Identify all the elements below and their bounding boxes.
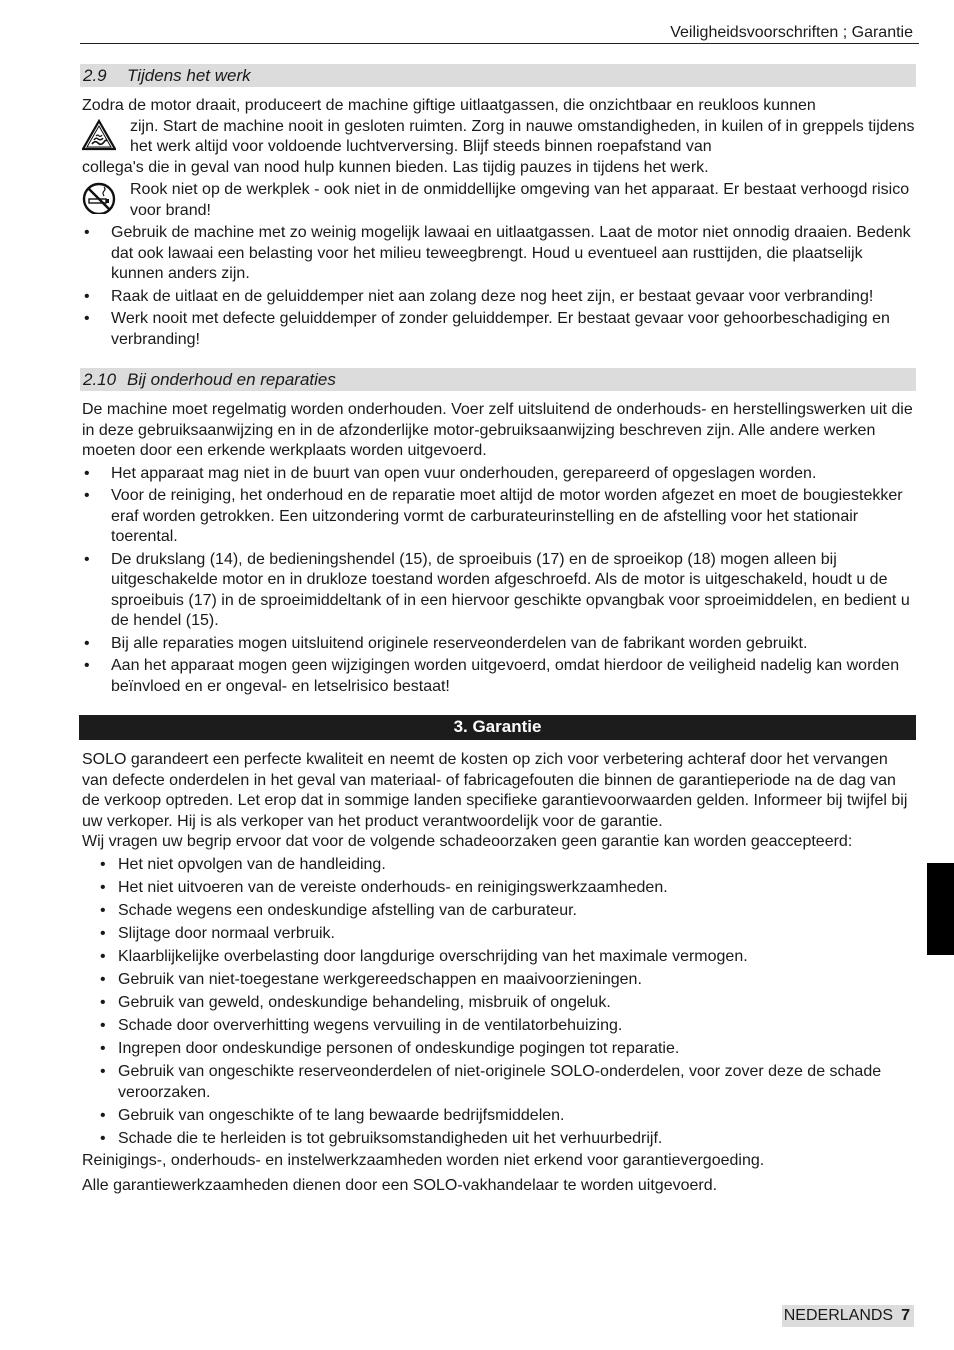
list-item: • Schade door oververhitting wegens vervuiling in de ventilatorbehuizing. (100, 1017, 623, 1034)
list-item: • Klaarblijkelijke overbelasting door langdurige overschrijding van het maximale vermogen. (100, 948, 748, 965)
list-item: • Schade die te herleiden is tot gebruiksomstandigheden uit het verhuurbedrijf. (100, 1129, 663, 1147)
exhaust-intro-line1: Zodra de motor draait, produceert de machine giftige uitlaatgassen, die onzichtbaar en reukloos kunnen (82, 97, 816, 114)
warranty-exclusions (82, 855, 918, 1149)
section-2-9-bullets (82, 223, 918, 350)
warranty-note-dealer: Alle garantiewerkzaamheden dienen door een SOLO-vakhandelaar te worden uitgevoerd. (82, 1176, 718, 1194)
list-item: • Aan het apparaat mogen geen wijzigingen worden uitgevoerd, omdat hierdoor de veiligheid nadelig kan worden beïnvloed en er ongeval- en letselrisico bestaat! (84, 657, 900, 695)
list-item: • Gebruik van niet-toegestane werkgereedschappen en maaivoorzieningen. (100, 971, 642, 988)
warranty-exclusion-intro: Wij vragen uw begrip ervoor dat voor de volgende schadeoorzaken geen garantie kan worden geaccepteerd: (82, 833, 853, 850)
language-thumb-tab (927, 863, 954, 955)
list-item: • Het niet uitvoeren van de vereiste onderhouds- en reinigingswerkzaamheden. (100, 879, 668, 896)
list-item: • Werk nooit met defecte geluiddemper of zonder geluiddemper. Er bestaat gevaar voor gehoorbeschadiging en verbranding! (84, 310, 890, 348)
running-header: Veiligheidsvoorschriften ; Garantie (670, 24, 913, 41)
section-number: 2.10 (83, 370, 117, 389)
page-number: 7 (901, 1307, 910, 1324)
warranty-intro: SOLO garandeert een perfecte kwaliteit en neemt de kosten op zich voor verbetering achteraf door het vervangen van defecte onderdelen in het geval van materiaal- of fabricagefouten die binnen de garantieperiode na de dag van de verkoop optreden. Let erop dat in sommige landen specifieke garantievoorwaarden gelden. Informeer bij twijfel bij uw verkoper. Hij is als verkoper van het product verantwoordelijk voor de garantie. (82, 751, 908, 830)
list-item: • De drukslang (14), de bedieningshendel (15), de sproeibuis (17) en de sproeikop (18) mogen alleen bij uitgeschakelde motor en in drukloze toestand worden afgeschroefd. Als de motor is uitgeschakeld, houdt u de sproeibuis (17) in de sproeimiddeltank of in een hiervoor geschikte opvangbak voor sproeimiddelen, en bedient u de hendel (15). (84, 550, 910, 629)
no-smoking-icon (82, 182, 116, 214)
list-item: • Voor de reiniging, het onderhoud en de reparatie moet altijd de motor worden afgezet en moet de bougiestekker eraf worden getrokken. Een uitzondering vormt de carburateurinstelling en de afstelling voor het stationair toerental. (84, 487, 903, 545)
list-item: • Het apparaat mag niet in de buurt van open vuur onderhouden, gerepareerd of opgeslagen worden. (84, 464, 817, 482)
list-item: • Gebruik van ongeschikte of te lang bewaarde bedrijfsmiddelen. (100, 1106, 565, 1124)
section-number: 2.9 (83, 66, 107, 85)
page-content (82, 64, 918, 1196)
maintenance-intro: De machine moet regelmatig worden onderhouden. Voer zelf uitsluitend de onderhouds- en herstellingswerken uit die in deze gebruiksaanwijzing en in de afzonderlijke motor-gebruiksaanwijzing beschreven zijn. Alle andere werken moeten door een erkende werkplaats worden uitgevoerd. (82, 401, 913, 459)
warranty-note-cleaning: Reinigings-, onderhouds- en instelwerkzaamheden worden niet erkend voor garantievergoeding. (82, 1152, 765, 1169)
exhaust-intro-wrapped: zijn. Start de machine nooit in gesloten ruimten. Zorg in nauwe omstandigheden, in kuilen of in greppels tijdens het werk altijd voor voldoende luchtverversing. Blijf steeds binnen roepafstand van (130, 117, 915, 155)
list-item: • Gebruik de machine met zo weinig mogelijk lawaai en uitlaatgassen. Laat de motor niet onnodig draaien. Bedenk dat ook lawaai een belasting voor het milieu teweegbrengt. Houd u eventueel aan rusttijden, die plaatselijk kunnen anders zijn. (84, 224, 911, 282)
section-heading-2-9 (80, 64, 916, 87)
section-title: Bij onderhoud en reparaties (127, 370, 336, 389)
list-item: • Ingrepen door ondeskundige personen of ondeskundige pogingen tot reparatie. (100, 1040, 680, 1057)
list-item: • Bij alle reparaties mogen uitsluitend originele reserveonderdelen van de fabrikant worden gebruikt. (84, 634, 808, 652)
exhaust-warning-icon (82, 119, 116, 151)
section-heading-garantie: 3. Garantie (79, 715, 916, 740)
list-item: • Raak de uitlaat en de geluiddemper niet aan zolang deze nog heet zijn, er bestaat gevaar voor verbranding! (84, 287, 874, 305)
footer-language: NEDERLANDS (783, 1307, 894, 1324)
section-heading-2-10 (80, 368, 916, 391)
list-item: • Slijtage door normaal verbruik. (100, 925, 335, 942)
section-2-10-bullets (82, 464, 918, 698)
smoke-warning-text: Rook niet op de werkplek - ook niet in de onmiddellijke omgeving van het apparaat. Er bestaat verhoogd risico voor brand! (130, 181, 910, 219)
section-title: Tijdens het werk (127, 66, 251, 85)
page-footer (782, 1305, 914, 1327)
list-item: • Het niet opvolgen van de handleiding. (100, 856, 386, 873)
list-item: • Gebruik van ongeschikte reserveonderdelen of niet-originele SOLO-onderdelen, voor zover deze de schade veroorzaken. (100, 1063, 882, 1101)
list-item: • Gebruik van geweld, ondeskundige behandeling, misbruik of ongeluk. (100, 994, 611, 1011)
header-rule (80, 43, 919, 44)
list-item: • Schade wegens een ondeskundige afstelling van de carburateur. (100, 902, 577, 919)
exhaust-intro-last-line: collega's die in geval van nood hulp kunnen bieden. Las tijdig pauzes in tijdens het werk. (82, 158, 709, 176)
